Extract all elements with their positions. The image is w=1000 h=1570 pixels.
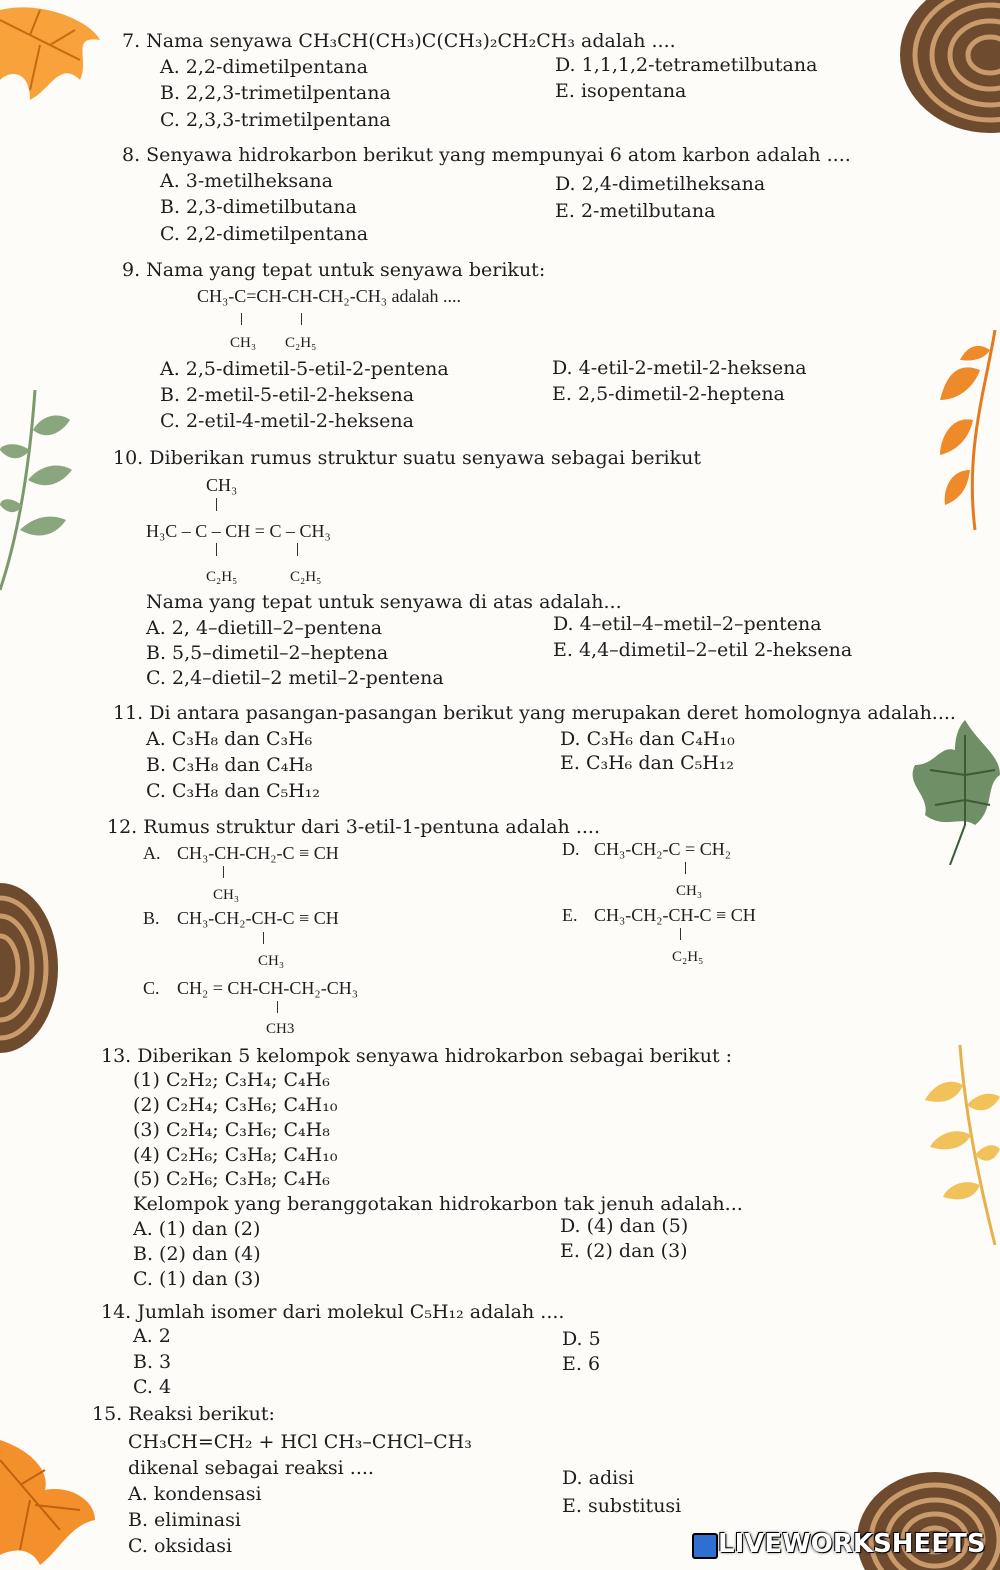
bond-line bbox=[297, 543, 298, 556]
substituent: C₂H₅ bbox=[672, 949, 704, 965]
bond-line bbox=[223, 866, 224, 878]
option-e[interactable]: E. bbox=[562, 905, 578, 925]
option-b[interactable]: B. C₃H₈ dan C₄H₈ bbox=[146, 754, 313, 776]
question-10-stem: 10. Diberikan rumus struktur suatu senyawa sebagai berikut bbox=[113, 447, 702, 469]
option-a[interactable]: A. C₃H₈ dan C₃H₆ bbox=[146, 728, 313, 750]
orange-branch-icon bbox=[935, 330, 1000, 530]
question-8-stem: 8. Senyawa hidrokarbon berikut yang mempunyai 6 atom karbon adalah .... bbox=[122, 144, 851, 166]
question-13-prompt: Kelompok yang beranggotakan hidrokarbon tak jenuh adalah... bbox=[133, 1193, 743, 1215]
option-c[interactable]: C. C₃H₈ dan C₅H₁₂ bbox=[146, 780, 321, 802]
option-e[interactable]: E. substitusi bbox=[562, 1495, 682, 1517]
option-b[interactable]: B. (2) dan (4) bbox=[133, 1243, 261, 1265]
bond-line bbox=[301, 313, 302, 325]
question-15-prompt: dikenal sebagai reaksi .... bbox=[128, 1457, 374, 1479]
option-d[interactable]: D. 5 bbox=[562, 1328, 601, 1350]
substituent: C₂H₅ bbox=[206, 569, 238, 585]
option-b[interactable]: B. eliminasi bbox=[128, 1509, 241, 1531]
question-10-prompt: Nama yang tepat untuk senyawa di atas adalah... bbox=[146, 591, 622, 613]
option-a[interactable]: A. 3-metilheksana bbox=[160, 170, 333, 192]
structure-main-chain: H₃C – C – CH = C – CH₃ bbox=[146, 521, 331, 541]
question-7-stem: 7. Nama senyawa CH₃CH(CH₃)C(CH₃)₂CH₂CH₃ adalah .... bbox=[122, 30, 676, 52]
option-e[interactable]: E. 6 bbox=[562, 1353, 601, 1375]
yellow-branch-icon bbox=[925, 1045, 1000, 1245]
structure-main-chain: CH₃-CH₂-CH-C ≡ CH bbox=[594, 905, 756, 925]
option-c[interactable]: C. 2,3,3-trimetilpentana bbox=[160, 109, 391, 131]
option-b[interactable]: B. 5,5–dimetil–2–heptena bbox=[146, 642, 389, 664]
option-d[interactable]: D. 2,4-dimetilheksana bbox=[555, 173, 766, 195]
structure-main-chain: CH₂ = CH-CH-CH₂-CH₃ bbox=[177, 978, 358, 998]
question-13-stem: 13. Diberikan 5 kelompok senyawa hidrokarbon sebagai berikut : bbox=[101, 1045, 733, 1067]
option-d[interactable]: D. 1,1,1,2-tetrametilbutana bbox=[555, 54, 818, 76]
bond-line bbox=[216, 543, 217, 556]
option-d[interactable]: D. (4) dan (5) bbox=[560, 1215, 689, 1237]
structure-main-chain: CH₃-CH₂-C = CH₂ bbox=[594, 839, 731, 859]
option-c[interactable]: C. oksidasi bbox=[128, 1535, 233, 1557]
option-c[interactable]: C. 2-etil-4-metil-2-heksena bbox=[160, 410, 414, 432]
question-15-stem: 15. Reaksi berikut: bbox=[92, 1403, 275, 1425]
option-a[interactable]: A. kondensasi bbox=[128, 1483, 262, 1505]
option-c[interactable]: C. 4 bbox=[133, 1376, 172, 1398]
wood-slice-icon bbox=[0, 880, 60, 1055]
option-e[interactable]: E. (2) dan (3) bbox=[560, 1240, 688, 1262]
orange-leaf-icon bbox=[0, 0, 110, 110]
option-a[interactable]: A. 2,5-dimetil-5-etil-2-pentena bbox=[160, 358, 449, 380]
list-item: (1) C₂H₂; C₃H₄; C₄H₆ bbox=[133, 1069, 330, 1091]
structure-main-chain: CH₃-C=CH-CH-CH₂-CH₃ adalah .... bbox=[197, 286, 461, 306]
question-12-stem: 12. Rumus struktur dari 3-etil-1-pentuna adalah .... bbox=[107, 816, 600, 838]
green-leaf-icon bbox=[905, 715, 1000, 865]
bond-line bbox=[241, 313, 242, 325]
option-b[interactable]: B. 2,3-dimetilbutana bbox=[160, 196, 357, 218]
option-c[interactable]: C. 2,4–dietil–2 metil–2-pentena bbox=[146, 667, 444, 689]
orange-leaf-icon bbox=[0, 1430, 100, 1570]
list-item: (5) C₂H₆; C₃H₈; C₄H₆ bbox=[133, 1168, 330, 1190]
option-a[interactable]: A. (1) dan (2) bbox=[133, 1218, 261, 1240]
option-c[interactable]: C. 2,2-dimetilpentana bbox=[160, 223, 369, 245]
option-d[interactable]: D. 4-etil-2-metil-2-heksena bbox=[552, 357, 807, 379]
bond-line bbox=[263, 932, 264, 944]
option-e[interactable]: E. 2-metilbutana bbox=[555, 200, 716, 222]
brand-watermark: LIVEWORKSHEETS bbox=[718, 1529, 986, 1559]
option-e[interactable]: E. 2,5-dimetil-2-heptena bbox=[552, 383, 785, 405]
structure-main-chain: CH₃-CH₂-CH-C ≡ CH bbox=[177, 908, 339, 928]
option-e[interactable]: E. isopentana bbox=[555, 80, 687, 102]
question-14-stem: 14. Jumlah isomer dari molekul C₅H₁₂ adalah .... bbox=[101, 1301, 565, 1323]
substituent: CH₃ bbox=[258, 953, 285, 969]
bond-line bbox=[685, 862, 686, 874]
option-c[interactable]: C. bbox=[143, 978, 160, 998]
substituent: CH₃ bbox=[230, 335, 257, 351]
substituent: CH₃ bbox=[206, 475, 238, 495]
question-11-stem: 11. Di antara pasangan-pasangan berikut yang merupakan deret homolognya adalah.... bbox=[113, 702, 956, 724]
brand-logo-icon bbox=[692, 1533, 718, 1559]
option-d[interactable]: D. C₃H₆ dan C₄H₁₀ bbox=[560, 728, 735, 750]
list-item: (4) C₂H₆; C₃H₈; C₄H₁₀ bbox=[133, 1144, 338, 1166]
option-b[interactable]: B. bbox=[143, 908, 160, 928]
substituent: C₂H₅ bbox=[285, 335, 317, 351]
list-item: (2) C₂H₄; C₃H₆; C₄H₁₀ bbox=[133, 1094, 338, 1116]
option-a[interactable]: A. bbox=[143, 843, 161, 863]
option-d[interactable]: D. 4–etil–4–metil–2–pentena bbox=[553, 613, 822, 635]
list-item: (3) C₂H₄; C₃H₆; C₄H₈ bbox=[133, 1119, 330, 1141]
bond-line bbox=[277, 1001, 278, 1013]
substituent: C₂H₅ bbox=[290, 569, 322, 585]
option-a[interactable]: A. 2, 4–dietill–2–pentena bbox=[146, 617, 383, 639]
substituent: CH3 bbox=[266, 1021, 295, 1037]
option-d[interactable]: D. bbox=[562, 839, 580, 859]
wood-slice-icon bbox=[895, 0, 1000, 140]
option-c[interactable]: C. (1) dan (3) bbox=[133, 1268, 261, 1290]
option-d[interactable]: D. adisi bbox=[562, 1467, 635, 1489]
green-branch-icon bbox=[0, 390, 75, 600]
option-b[interactable]: B. 2,2,3-trimetilpentana bbox=[160, 82, 391, 104]
option-a[interactable]: A. 2,2-dimetilpentana bbox=[160, 56, 368, 78]
substituent: CH₃ bbox=[213, 887, 240, 903]
option-b[interactable]: B. 3 bbox=[133, 1351, 172, 1373]
substituent: CH₃ bbox=[676, 883, 703, 899]
option-b[interactable]: B. 2-metil-5-etil-2-heksena bbox=[160, 384, 415, 406]
structure-main-chain: CH₃-CH-CH₂-C ≡ CH bbox=[177, 843, 339, 863]
option-a[interactable]: A. 2 bbox=[133, 1325, 171, 1347]
question-9-stem: 9. Nama yang tepat untuk senyawa berikut: bbox=[122, 259, 546, 281]
bond-line bbox=[680, 928, 681, 940]
option-e[interactable]: E. 4,4–dimetil–2–etil 2-heksena bbox=[553, 639, 853, 661]
option-e[interactable]: E. C₃H₆ dan C₅H₁₂ bbox=[560, 752, 735, 774]
reaction-equation: CH₃CH=CH₂ + HCl CH₃–CHCl–CH₃ bbox=[128, 1431, 472, 1453]
bond-line bbox=[216, 498, 217, 511]
